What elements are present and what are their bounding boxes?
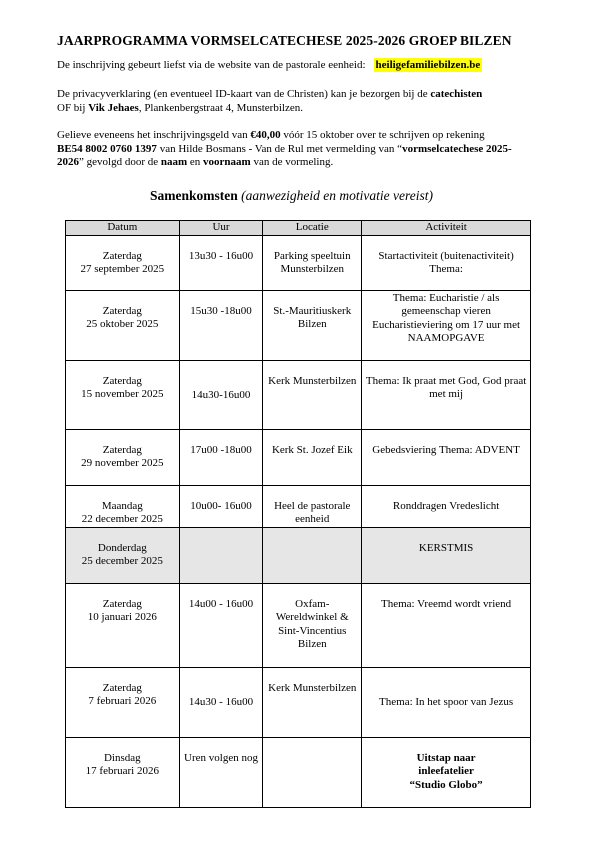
- cell-location: Parking speeltuin Munsterbilzen: [263, 235, 362, 290]
- privacy-text-a: De privacyverklaring (en eventueel ID-kaart van de Christen) kan je bezorgen bij de: [57, 88, 431, 100]
- registration-text: De inschrijving gebeurt liefst via de website van de pastorale eenheid:: [57, 59, 366, 71]
- date-text: 17 februari 2026: [85, 765, 159, 777]
- table-row: [66, 235, 531, 290]
- cell-time: 14u00 - 16u00: [179, 583, 263, 667]
- privacy-text-or: OF bij: [57, 101, 89, 114]
- privacy-paragraph: [57, 88, 537, 115]
- cell-location: Kerk Munsterbilzen: [263, 360, 362, 429]
- cell-time: 17u00 -18u00: [179, 429, 263, 485]
- cell-time: [179, 527, 263, 583]
- date-text: 25 oktober 2025: [86, 318, 159, 330]
- cell-location: [263, 527, 362, 583]
- date-day: Zaterdag: [102, 443, 142, 456]
- cell-time: Uren volgen nog: [179, 737, 263, 807]
- payment-text-end: van de vormeling.: [250, 156, 334, 168]
- privacy-text-contact-name: Vik Jehaes: [88, 101, 139, 114]
- cell-date: [66, 290, 180, 360]
- date-text: 29 november 2025: [81, 457, 164, 469]
- payment-amount: €40,00: [250, 129, 281, 141]
- date-day: Donderdag: [97, 541, 147, 554]
- cell-date: [66, 429, 180, 485]
- cell-activity: Thema: Eucharistie / als gemeenschap vieren Eucharistieviering om 17 uur met NAAMOPGAVE: [362, 290, 531, 360]
- date-text: 7 februari 2026: [88, 695, 157, 707]
- sessions-heading: [150, 188, 433, 204]
- cell-time: 14u30 - 16u00: [179, 667, 263, 737]
- payment-text-name: naam: [160, 156, 188, 168]
- cell-date: [66, 737, 180, 807]
- cell-location: [263, 737, 362, 807]
- payment-text-c: vóór 15 oktober over te schrijven op rekening: [280, 129, 485, 141]
- payment-text-firstname: voornaam: [203, 156, 251, 168]
- date-day: Zaterdag: [102, 374, 142, 387]
- cell-location: Kerk St. Jozef Eik: [263, 429, 362, 485]
- date-day: Zaterdag: [102, 681, 142, 694]
- header-uur: Uur: [179, 221, 263, 236]
- cell-time: 15u30 -18u00: [179, 290, 263, 360]
- header-locatie: Locatie: [263, 221, 362, 236]
- cell-activity: Thema: In het spoor van Jezus: [362, 667, 531, 737]
- cell-date: [66, 235, 180, 290]
- privacy-text-address: , Plankenbergstraat 4, Munsterbilzen.: [138, 101, 303, 114]
- payment-account-number: BE54 8002 0760 1397: [57, 142, 157, 155]
- cell-activity: KERSTMIS: [362, 527, 531, 583]
- date-day: Dinsdag: [103, 751, 141, 764]
- cell-activity: Thema: Ik praat met God, God praat met mij: [362, 360, 531, 429]
- cell-location: Kerk Munsterbilzen: [263, 667, 362, 737]
- sessions-heading-title: Samenkomsten: [150, 188, 238, 203]
- payment-paragraph: [57, 129, 537, 170]
- date-text: 25 december 2025: [81, 555, 163, 567]
- cell-location: Heel de pastorale eenheid: [263, 485, 362, 527]
- cell-activity: Ronddragen Vredeslicht: [362, 485, 531, 527]
- date-text: 10 januari 2026: [87, 611, 157, 623]
- date-text: 15 november 2025: [81, 388, 164, 400]
- cell-location: Oxfam-Wereldwinkel & Sint-Vincentius Bilzen: [263, 583, 362, 667]
- privacy-text-catechists: catechisten: [430, 88, 483, 100]
- table-header-row: [66, 221, 531, 236]
- document-title: JAARPROGRAMMA VORMSELCATECHESE 2025-2026 GROEP BILZEN: [57, 33, 512, 48]
- payment-text-a: Gelieve eveneens het inschrijvingsgeld van: [57, 129, 251, 141]
- cell-time: 14u30-16u00: [179, 360, 263, 429]
- date-day: Zaterdag: [102, 597, 142, 610]
- cell-activity: Startactiviteit (buitenactiviteit) Thema:: [362, 235, 531, 290]
- registration-paragraph: [57, 59, 537, 73]
- website-highlight[interactable]: heiligefamiliebilzen.be: [375, 59, 481, 71]
- cell-time: 10u00- 16u00: [179, 485, 263, 527]
- header-activiteit: Activiteit: [362, 221, 531, 236]
- date-day: Maandag: [101, 499, 143, 512]
- cell-date: [66, 583, 180, 667]
- payment-text-e: van Hilde Bosmans - Van de Rul met vermelding van “: [156, 142, 403, 155]
- cell-date: [66, 527, 180, 583]
- cell-location: St.-Mauritiuskerk Bilzen: [263, 290, 362, 360]
- table-row: [66, 737, 531, 807]
- table-row: [66, 667, 531, 737]
- table-row: [66, 485, 531, 527]
- table-row: [66, 429, 531, 485]
- cell-date: [66, 667, 180, 737]
- payment-reference: vormselcatechese 2025-2026: [57, 142, 512, 168]
- payment-text-and: en: [187, 156, 204, 168]
- payment-text-g: ” gevolgd door de: [79, 156, 161, 168]
- cell-date: [66, 485, 180, 527]
- date-text: 27 september 2025: [80, 263, 165, 275]
- table-row: [66, 360, 531, 429]
- table-row: [66, 583, 531, 667]
- date-day: Zaterdag: [102, 249, 142, 262]
- schedule-table: [65, 220, 531, 808]
- date-text: 22 december 2025: [81, 513, 163, 525]
- sessions-heading-note: (aanwezigheid en motivatie vereist): [241, 188, 433, 203]
- cell-date: [66, 360, 180, 429]
- header-datum: Datum: [66, 221, 180, 236]
- cell-activity: Thema: Vreemd wordt vriend: [362, 583, 531, 667]
- table-row: [66, 527, 531, 583]
- cell-activity: Uitstap naar inleefatelier “Studio Globo”: [362, 737, 531, 807]
- cell-time: 13u30 - 16u00: [179, 235, 263, 290]
- cell-activity: Gebedsviering Thema: ADVENT: [362, 429, 531, 485]
- date-day: Zaterdag: [102, 304, 142, 317]
- table-row: [66, 290, 531, 360]
